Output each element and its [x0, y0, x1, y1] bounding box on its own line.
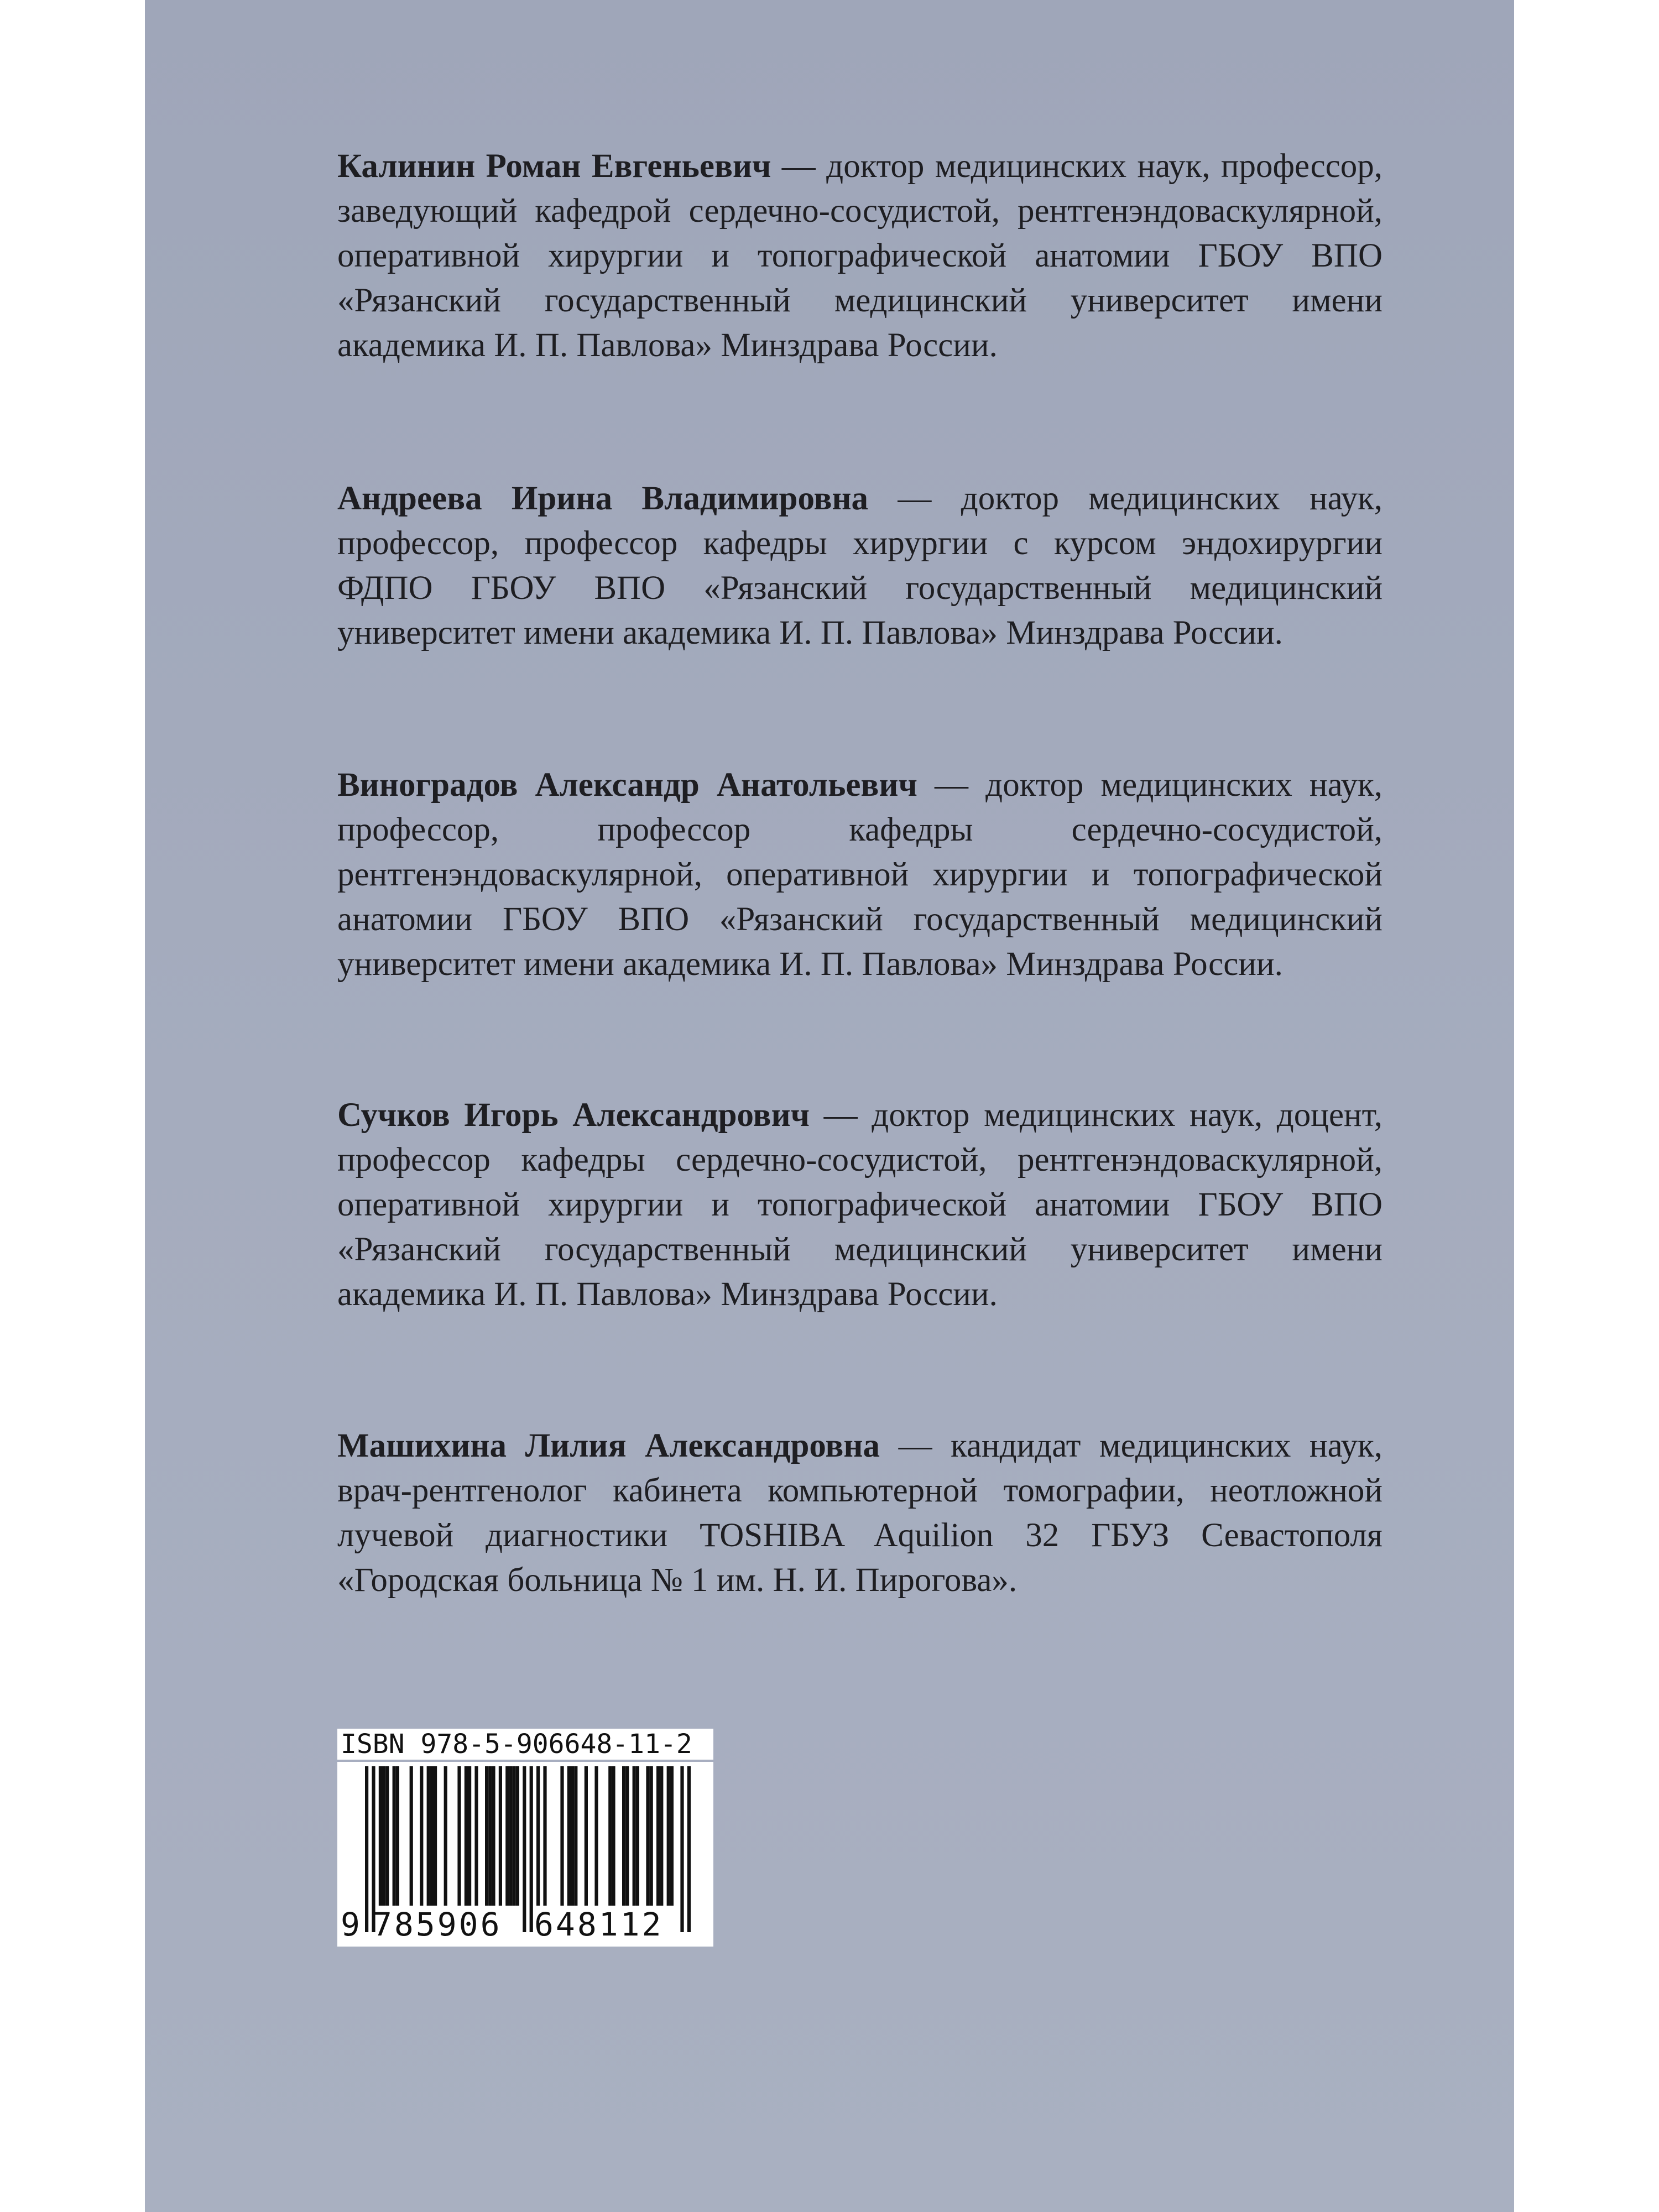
barcode-digits-right: 648112 [534, 1906, 664, 1943]
barcode-bar [430, 1766, 434, 1906]
barcode-bar [571, 1766, 574, 1906]
barcode-bar [594, 1766, 598, 1906]
barcode-bar [622, 1766, 625, 1906]
barcode-digits-left: 785906 [373, 1906, 502, 1943]
barcode-bar [513, 1766, 516, 1906]
barcode-bar [396, 1766, 399, 1906]
barcode-bar [516, 1766, 519, 1906]
barcode-bar [379, 1766, 382, 1906]
barcode-bar [488, 1766, 492, 1906]
author-description: — доктор медицинских наук, доцент, профессор кафедры сердечно-сосудистой, рентгенэндоваскулярной, оперативной хирургии и топографической анатомии ГБОУ ВПО «Рязанский государственный медицинский университет имени академика И. П. Павлова» Минздрава России. [337, 1097, 1383, 1313]
barcode-bar [660, 1766, 663, 1906]
isbn-label: ISBN 978-5-906648-11-2 [337, 1729, 713, 1760]
barcode-bar [485, 1766, 488, 1906]
barcode-bar [670, 1766, 674, 1906]
author-name: Калинин Роман Евгеньевич [337, 148, 771, 185]
barcode-bar [536, 1766, 540, 1906]
barcode-bar [509, 1766, 512, 1906]
barcode-bar [612, 1766, 615, 1906]
author-name: Андреева Ирина Владимировна [337, 480, 869, 517]
barcode-bar [434, 1766, 437, 1906]
barcode-bar [656, 1766, 660, 1906]
author-bio-vinogradov [337, 763, 1383, 987]
author-description: — доктор медицинских наук, профессор, профессор кафедры сердечно-сосудистой, рентгенэндоваскулярной, оперативной хирургии и топографической анатомии ГБОУ ВПО «Рязанский государственный медицинский университет имени академика И. П. Павлова» Минздрава России. [337, 766, 1383, 983]
barcode-bar [625, 1766, 629, 1906]
author-name: Виноградов Александр Анатольевич [337, 766, 917, 804]
barcode-bar [633, 1766, 636, 1906]
barcode-bar [492, 1766, 495, 1906]
barcode-bar [444, 1766, 447, 1906]
barcode-bar [393, 1766, 396, 1906]
barcode-bar [646, 1766, 649, 1906]
author-description: — доктор медицинских наук, профессор, профессор кафедры хирургии с курсом эндохирургии ФДПО ГБОУ ВПО «Рязанский государственный медицинский университет имени академика И. П. Павлова» Минздрава России. [337, 480, 1383, 651]
barcode-bar [465, 1766, 468, 1906]
barcode-bar [667, 1766, 670, 1906]
barcode-bar [560, 1766, 564, 1906]
barcode-bar [650, 1766, 653, 1906]
author-description: — доктор медицинских наук, профессор, заведующий кафедрой сердечно-сосудистой, рентгенэндоваскулярной, оперативной хирургии и топографической анатомии ГБОУ ВПО «Рязанский государственный медицинский университет имени академика И. П. Павлова» Минздрава России. [337, 148, 1383, 364]
barcode-bar [382, 1766, 385, 1906]
author-bio-suchkov [337, 1093, 1383, 1317]
barcode-bar [420, 1766, 423, 1906]
author-bio-mashikhina [337, 1423, 1383, 1603]
barcode-digits [337, 1902, 713, 1947]
barcode-digit-lead: 9 [341, 1906, 360, 1943]
barcode-bar [543, 1766, 546, 1906]
barcode-bar [567, 1766, 571, 1906]
author-name: Сучков Игорь Александрович [337, 1097, 810, 1134]
barcode-bar [468, 1766, 471, 1906]
author-description: — кандидат медицинских наук, врач-рентгенолог кабинета компьютерной томографии, неотложной лучевой диагностики TOSHIBA Aquilion 32 ГБУЗ Севастополя «Городская больница № 1 им. Н. И. Пирогова». [337, 1427, 1383, 1599]
barcode-bar [457, 1766, 461, 1906]
barcode-bar [474, 1766, 478, 1906]
barcode-bar [574, 1766, 577, 1906]
barcode-bar [636, 1766, 639, 1906]
author-bio-kalinin [337, 144, 1383, 368]
barcode-bar [505, 1766, 509, 1906]
barcode-bar [427, 1766, 430, 1906]
author-name: Машихина Лилия Александровна [337, 1427, 880, 1464]
barcode-bar [499, 1766, 502, 1906]
barcode-bar [585, 1766, 588, 1906]
author-bio-andreeva [337, 476, 1383, 655]
barcode-bar [410, 1766, 413, 1906]
barcode-bar [385, 1766, 389, 1906]
barcode-bar [608, 1766, 612, 1906]
